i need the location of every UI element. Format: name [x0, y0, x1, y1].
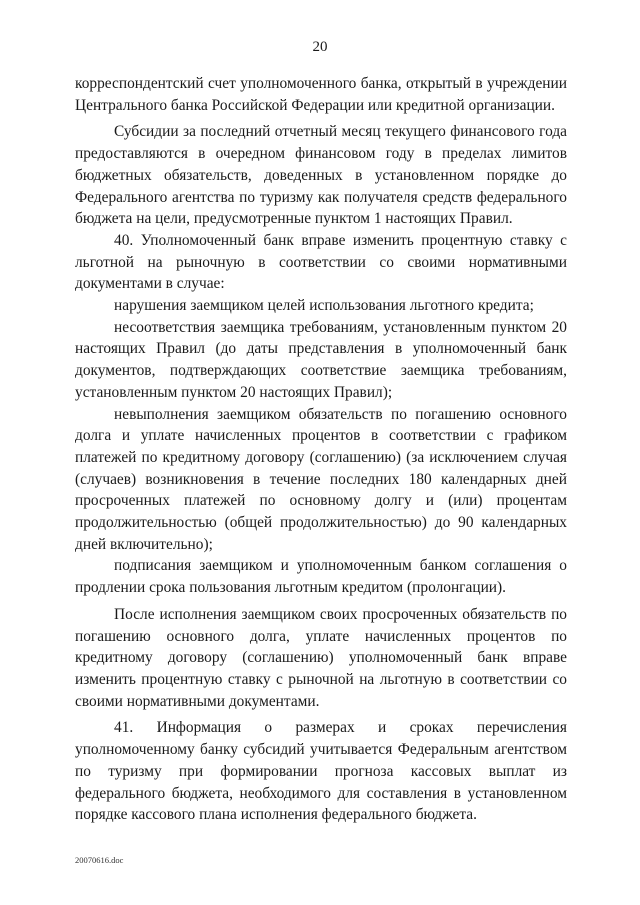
paragraph-clause-41: 41. Информация о размерах и сроках перечисления уполномоченному банку субсидий учитывается Федеральным агентством по туризму при формировании прогноза кассовых выплат из федерального бюджета, необходимого для составления в установленном порядке кассового плана исполнения федерального бюджета.	[75, 719, 567, 824]
paragraph: Субсидии за последний отчетный месяц текущего финансового года предоставляются в очередном финансовом году в пределах лимитов бюджетных обязательств, доведенных в установленном порядке до Федерального агентства по туризму как получателя средств федерального бюджета на цели, предусмотренные пунктом 1 настоящих Правил.	[75, 123, 567, 228]
paragraph: невыполнения заемщиком обязательств по погашению основного долга и уплате начисленных процентов в соответствии с графиком платежей по кредитному договору (соглашению) (за исключением случая (случаев) возникновения в течение последних 180 календарных дней просроченных платежей по основному долгу и (или) процентам продолжительностью (общей продолжительностью) до 90 календарных дней включительно);	[75, 405, 567, 553]
paragraph: несоответствия заемщика требованиям, установленным пунктом 20 настоящих Правил (до даты представления в уполномоченный банк документов, подтверждающих соответствие заемщика требованиям, установленным пунктом 20 настоящих Правил);	[75, 318, 567, 401]
paragraph: После исполнения заемщиком своих просроченных обязательств по погашению основного долга, уплате начисленных процентов по кредитному договору (соглашению) уполномоченный банк вправе изменить процентную ставку с рыночной на льготную в соответствии со своими нормативными документами.	[75, 605, 567, 710]
page-number: 20	[312, 39, 328, 55]
document-body	[75, 73, 567, 826]
footer-filename: 20070616.doc	[75, 855, 124, 865]
paragraph: подписания заемщиком и уполномоченным банком соглашения о продлении срока пользования льготным кредитом (пролонгации).	[75, 557, 567, 597]
paragraph: корреспондентский счет уполномоченного банка, открытый в учреждении Центрального банка Российской Федерации или кредитной организации.	[75, 75, 567, 114]
paragraph-clause-40: 40. Уполномоченный банк вправе изменить процентную ставку с льготной на рыночную в соответствии со своими нормативными документами в случае:	[75, 231, 567, 293]
paragraph: нарушения заемщиком целей использования льготного кредита;	[114, 297, 534, 315]
